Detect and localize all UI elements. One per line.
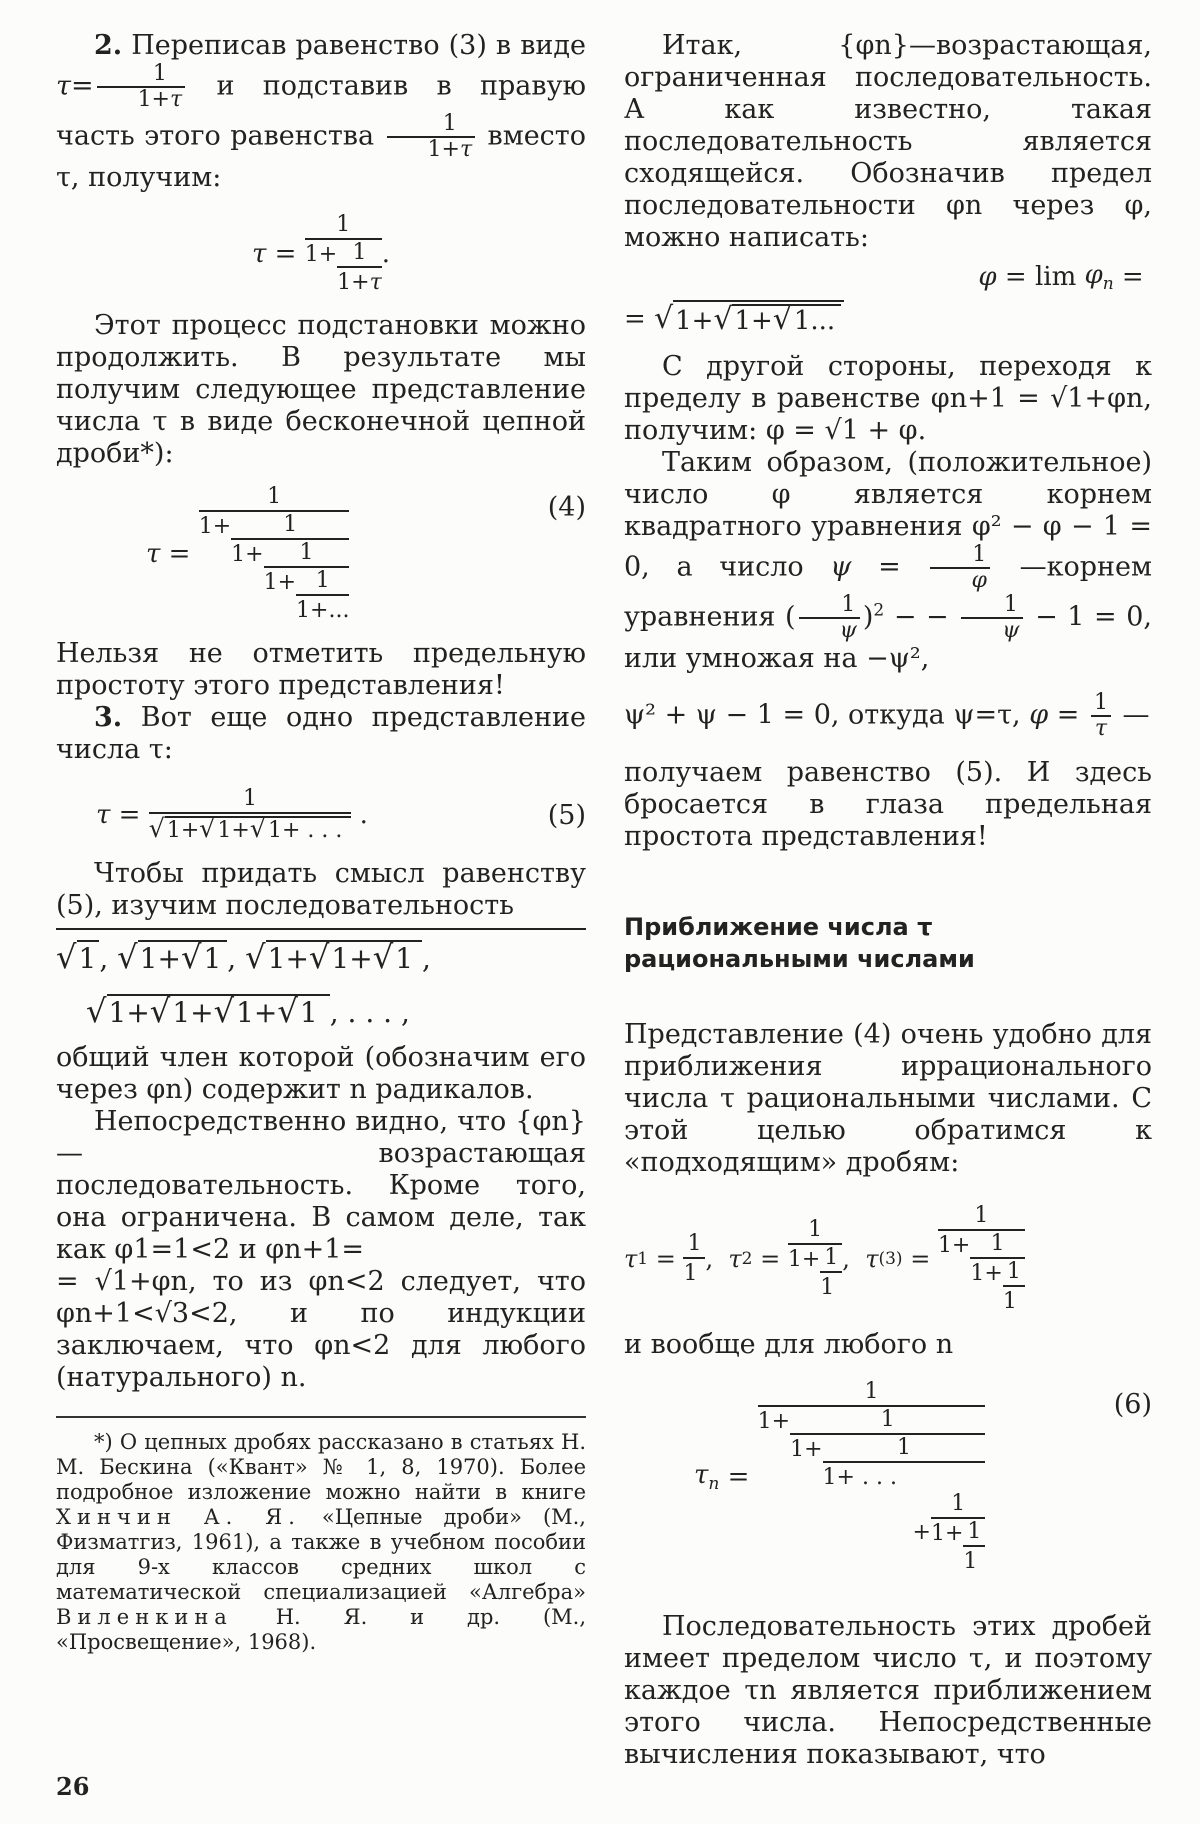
section-heading: Приближение числа τ рациональными числами (624, 913, 975, 974)
equation-4-continued-fraction: τ = 1 1+ 1 1+ 1 1+ $\frac{1}{1+...}$ (4) (146, 484, 586, 623)
equation-number: (6) (1113, 1389, 1152, 1421)
text: —корнем уравнения (624, 551, 1152, 633)
fraction: $\frac{1}{\varphi}$ (930, 543, 989, 593)
paragraph-general-n: и вообще для любого n (624, 1329, 954, 1361)
paragraph-equality-5: получаем равенство (5). И здесь бросается в глаза предельная простота представления! (624, 757, 1152, 853)
text: Вот еще одно представление числа τ: (56, 702, 586, 765)
right-column (624, 30, 1152, 1771)
paragraph-sequence-intro: Чтобы придать смысл равенству (5), изучим последовательность (56, 858, 586, 921)
text: или умножая на −ψ², (624, 643, 930, 675)
footnote-text: *) О цепных дробях рассказано в статьях Н. М. Бескина («Квант» № 1, 8, 1970). Более подробное изложение можно найти в книге (56, 1430, 586, 1504)
text: вместо τ, получим: (56, 120, 586, 193)
equation-5-nested-radicals: τ = $\frac{1}{√1+√1+√1+ . . .}$ . (5) (96, 786, 586, 843)
paragraph-converges: Итак, {φn}—возрастающая, ограниченная последовательность. А как известно, такая последовательность является сходящейся. Обозначив предел последовательности φn через φ, можно написать: (624, 30, 1152, 253)
equation-convergents: τ 1 = $\frac{1}{1}$ , τ 2 = 1 1+ $\frac{1}{1}$ , τ (3) = 1 1+ 1 1+ $\frac{1}{1}$ (624, 1203, 1152, 1315)
paragraph-induction: = √1+φn, то из φn<2 следует, что φn+1<√3<2, и по индукции заключаем, что φn<2 для любого (натурального) n. (56, 1266, 586, 1393)
fraction: $\frac{1}{\psi}$ (961, 593, 1022, 643)
item-number: 3. (94, 702, 123, 733)
text: ψ² + ψ − 1 = 0, откуда ψ=τ, (624, 699, 1021, 731)
left-column (56, 30, 586, 1655)
footnote-author: Хинчин А. Я. (56, 1505, 301, 1529)
paragraph-quadratic: Таким образом, (положительное) число φ является корнем квадратного уравнения φ² − φ − 1 = 0, а число ψ = $\frac{1}{\varphi}$ —корнем уравнения ( $\frac{1}{\psi}$ )$^2$ − − $\frac{1}{\psi}$ − 1 = 0, или умножая на −ψ², (624, 447, 1153, 675)
item-number: 2. (94, 30, 123, 61)
footnote-divider (56, 1416, 586, 1418)
paragraph-rewrite: 2. Переписав равенство (3) в виде τ= $\frac{1}{1+\tau}$ и подставив в правую часть этого равенства $\frac{1}{1+\tau}$ вместо τ, получим: (56, 30, 586, 193)
sequence-radicals-continued: √1+√1+√1+√1 , . . . , (86, 992, 410, 1030)
footnote (56, 1430, 586, 1655)
paragraph-simplicity: Нельзя не отметить предельную простоту этого представления! (56, 638, 586, 701)
paragraph-general-term: общий член которой (обозначим его через φn) содержит n радикалов. (56, 1042, 586, 1105)
paragraph-another-representation (56, 702, 586, 766)
fraction: $\frac{1}{\psi}$ (799, 593, 860, 643)
fraction: $\frac{1}{1+\tau}$ (97, 62, 186, 112)
equation-limit: φ = lim $\varphi_n$ = (978, 260, 1152, 295)
equation-substitution: τ = 1 1+ $\frac{1}{1+\tau}$ . (251, 212, 391, 295)
fraction: $\frac{1}{\tau}$ (1091, 691, 1111, 741)
paragraph-limit-equation: С другой стороны, переходя к пределу в равенстве φn+1 = √1+φn, получим: φ = √1 + φ. (624, 351, 1152, 447)
equation-number: (4) (547, 492, 586, 523)
sequence-radicals: √1 , √1+√1 , √1+√1+√1 , (56, 928, 586, 982)
footnote-text: Н. Я. и др. (М., «Просвещение», 1968). (56, 1605, 586, 1654)
paragraph-continued-fraction-intro: Этот процесс подстановки можно продолжить. В результате мы получим следующее представление числа τ в виде бесконечной цепной дроби*): (56, 310, 586, 469)
paragraph-sequence-limit: Последовательность этих дробей имеет пределом число τ, и поэтому каждое τn является приближением этого числа. Непосредственные вычисления показывают, что (624, 1611, 1152, 1771)
equation-limit-radicals: = √ 1+√1+√1... (624, 300, 1152, 337)
text: и подставив в правую часть этого равенства (56, 70, 586, 152)
equation-number: (5) (547, 799, 586, 831)
equation-6-tau-n: $\tau_n$ = 1 1+ 1 1+ 1 1+ . . . + 1 1+ $\frac{1}{1}$ (6) (694, 1379, 1152, 1575)
footnote-text: «Цепные дроби» (М., Физматгиз, 1961), а также в учебном пособии для 9-х классов средних школ с математической специализацией «Алгебра» (56, 1505, 586, 1604)
footnote-author: Виленкина (56, 1605, 233, 1629)
page-number: 26 (56, 1772, 90, 1801)
text: Переписав равенство (3) в виде (131, 30, 586, 61)
paragraph-roots: ψ² + ψ − 1 = 0, откуда ψ=τ, φ = $\frac{1}{\tau}$ — (624, 690, 1150, 742)
paragraph-increasing: Непосредственно видно, что {φn}— возрастающая последовательность. Кроме того, она ограничена. В самом деле, так как φ1=1<2 и φn+1= (56, 1106, 586, 1265)
paragraph-approximation: Представление (4) очень удобно для приближения иррационального числа τ рациональными числами. С этой целью обратимся к «подходящим» дробям: (624, 1019, 1152, 1179)
fraction: $\frac{1}{1+\tau}$ (387, 112, 476, 162)
text: Таким образом, (положительное) число φ является корнем квадратного уравнения φ² − φ − 1 = 0, а число (624, 447, 1152, 583)
